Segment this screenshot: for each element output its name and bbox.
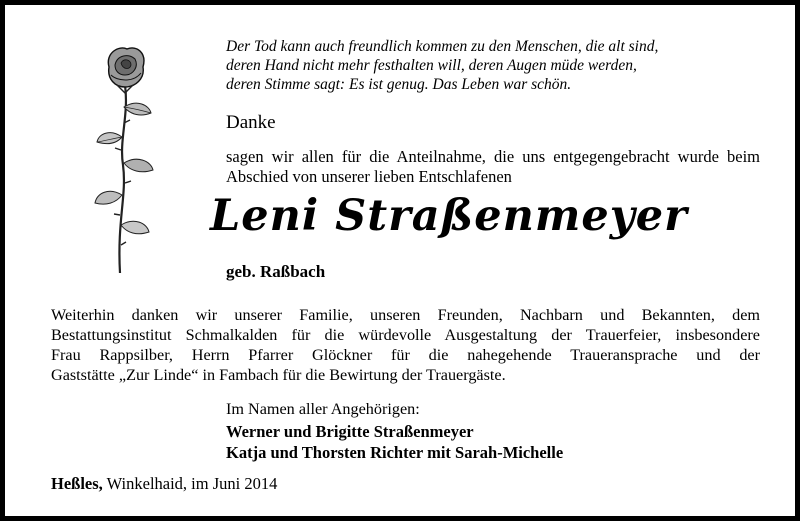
birth-name: geb. Raßbach bbox=[226, 262, 326, 281]
place-town: Heßles, bbox=[51, 474, 103, 493]
body-line: Gaststätte „Zur Linde“ in Fambach für die Bewirtung der Trauergäste. bbox=[51, 366, 506, 384]
body-line: Bestattungsinstitut Schmalkalden für die würdevolle Ausgestaltung der Trauerfeier, insbesondere bbox=[51, 326, 760, 344]
family-line: Katja und Thorsten Richter mit Sarah-Michelle bbox=[226, 443, 564, 462]
poem-line: Der Tod kann auch freundlich kommen zu den Menschen, die alt sind, bbox=[226, 38, 659, 55]
family-signatures bbox=[226, 421, 563, 463]
deceased-name: Leni Straßenmeyer bbox=[210, 191, 688, 241]
body-line: Frau Rappsilber, Herrn Pfarrer Glöckner für die nahegehende Traueransprache und der bbox=[51, 346, 760, 364]
place-rest: Winkelhaid, im Juni 2014 bbox=[102, 474, 278, 493]
place-date bbox=[51, 474, 277, 494]
poem-line: deren Stimme sagt: Es ist genug. Das Leben war schön. bbox=[226, 76, 572, 93]
signoff-text: Im Namen aller Angehörigen: bbox=[226, 400, 420, 418]
thanks-body-text bbox=[51, 305, 760, 385]
family-line: Werner und Brigitte Straßenmeyer bbox=[226, 422, 474, 441]
poem-line: deren Hand nicht mehr festhalten will, deren Augen müde werden, bbox=[226, 57, 637, 74]
poem-quote bbox=[226, 37, 786, 94]
thanks-intro-text: sagen wir allen für die Anteilnahme, die uns entgegengebracht wurde beim Abschied von unserer lieben Entschlafenen bbox=[226, 147, 760, 186]
greeting-heading: Danke bbox=[226, 112, 276, 133]
rose-icon bbox=[89, 45, 159, 277]
body-line: Weiterhin danken wir unserer Familie, unseren Freunden, Nachbarn und Bekannten, dem bbox=[51, 306, 760, 324]
